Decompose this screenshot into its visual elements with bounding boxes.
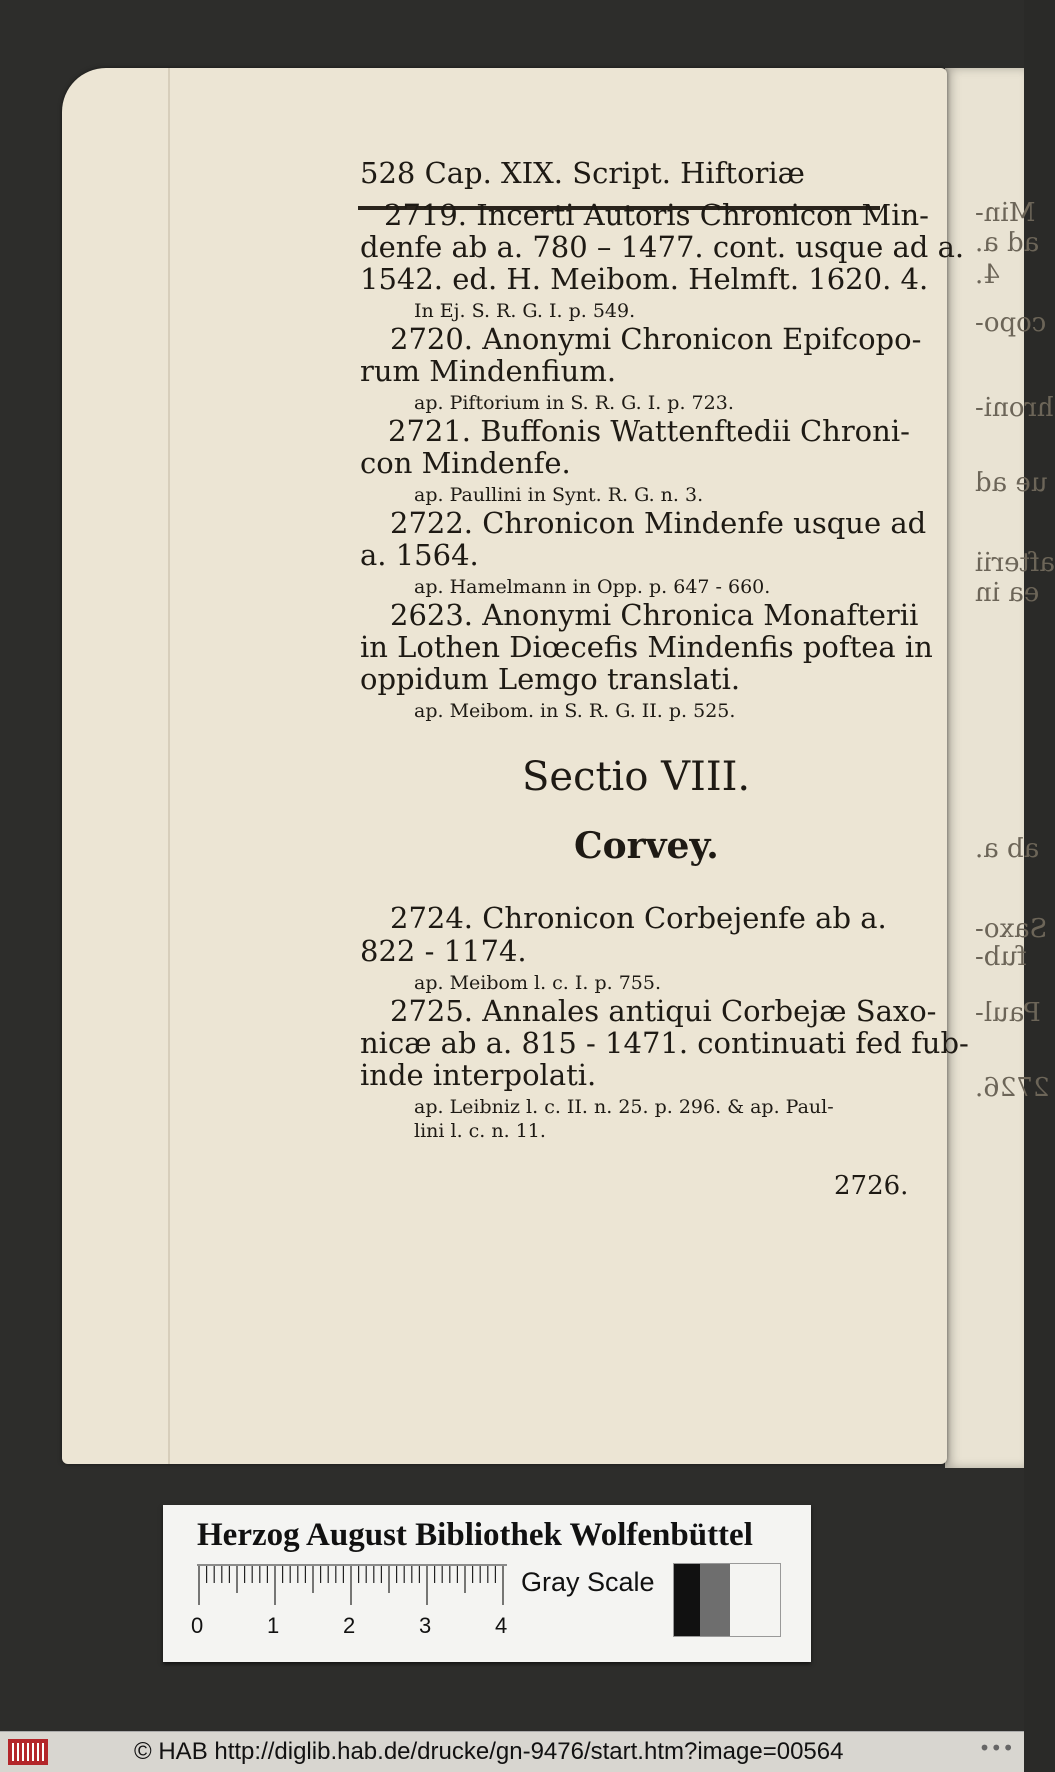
gray-scale-patches <box>673 1563 781 1637</box>
entry-line: denfe ab a. 780 – 1477. cont. usque ad a. <box>360 230 965 264</box>
gray-patch-mid <box>700 1564 730 1636</box>
entry-line: 2725. Annales antiqui Corbejæ Saxo- <box>390 994 937 1028</box>
scale-number: 1 <box>267 1613 280 1638</box>
entry-line: con Mindenfe. <box>360 446 571 480</box>
entry-line: a. 1564. <box>360 538 479 572</box>
section-subtitle: Corvey. <box>574 825 719 867</box>
next-page-fragment: Paul- <box>975 998 1041 1028</box>
section-title: Sectio VIII. <box>522 754 751 800</box>
catchword: 2726. <box>834 1171 909 1201</box>
next-page-fragment: Saxo- <box>975 914 1048 944</box>
next-page-fragment: ea in <box>975 578 1040 608</box>
entry-line: in Lothen Diœcefis Mindenfis poftea in <box>360 630 933 664</box>
entry-citation: ap. Meibom. in S. R. G. II. p. 525. <box>414 700 736 722</box>
next-page-fragment: ab a. <box>975 834 1040 864</box>
book-page <box>62 68 969 1464</box>
entry-line: 2722. Chronicon Mindenfe usque ad <box>390 506 927 540</box>
scale-number: 0 <box>191 1613 204 1638</box>
next-page-fragment: hroni- <box>975 393 1054 423</box>
entry-line: 2623. Anonymi Chronica Monafterii <box>390 598 919 632</box>
next-page-fragment: copo- <box>975 308 1047 338</box>
entry-line: 2720. Anonymi Chronicon Epifcopo- <box>390 322 922 356</box>
running-head: 528 Cap. XIX. Script. Hiftoriæ <box>360 156 805 190</box>
gray-patch-white <box>730 1564 780 1636</box>
hab-logo-icon <box>8 1739 48 1765</box>
card-title: Herzog August Bibliothek Wolfenbüttel <box>197 1517 753 1553</box>
entry-citation: ap. Paullini in Synt. R. G. n. 3. <box>414 484 704 506</box>
gray-patch-black <box>674 1564 700 1636</box>
entry-line: 822 - 1174. <box>360 934 527 968</box>
next-page-fragment: Min- <box>975 198 1036 228</box>
entry-line: inde interpolati. <box>360 1058 597 1092</box>
entry-line: 2724. Chronicon Corbejenfe ab a. <box>390 901 887 935</box>
scale-number: 2 <box>343 1613 356 1638</box>
entry-line: nicæ ab a. 815 - 1471. continuati fed fub- <box>360 1026 969 1060</box>
entry-line: 2719. Incerti Autoris Chronicon Min- <box>384 198 929 232</box>
entry-citation: In Ej. S. R. G. I. p. 549. <box>414 300 636 322</box>
scale-number: 3 <box>419 1613 432 1638</box>
entry-citation: ap. Piftorium in S. R. G. I. p. 723. <box>414 392 734 414</box>
next-page-edge <box>945 68 1055 1468</box>
next-page-fragment: afterii <box>975 548 1055 578</box>
entry-line: 2721. Buffonis Wattenftedii Chroni- <box>388 414 910 448</box>
next-page-fragment: ue ad <box>975 468 1048 498</box>
next-page-fragment: ad a. <box>975 228 1040 258</box>
viewer-footer <box>0 1731 1024 1772</box>
entry-citation: ap. Hamelmann in Opp. p. 647 - 660. <box>414 576 771 598</box>
footer-source-link[interactable]: © HAB http://diglib.hab.de/drucke/gn-9476/start.htm?image=00564 <box>134 1738 844 1765</box>
next-page-fragment: 4. <box>975 260 1000 290</box>
color-reference-card <box>163 1505 811 1662</box>
entry-citation: ap. Meibom l. c. I. p. 755. <box>414 972 662 994</box>
gray-scale-label: Gray Scale <box>521 1567 655 1597</box>
scale-number: 4 <box>495 1613 508 1638</box>
entry-line: 1542. ed. H. Meibom. Helmft. 1620. 4. <box>360 262 929 296</box>
entry-line: oppidum Lemgo translati. <box>360 662 741 696</box>
entry-citation: ap. Leibniz l. c. II. n. 25. p. 296. & ap. Paul- <box>414 1096 834 1118</box>
more-options-icon[interactable]: ••• <box>978 1736 1014 1760</box>
next-page-fragment: fub- <box>975 942 1027 972</box>
next-page-fragment: 2726. <box>975 1073 1050 1103</box>
entry-line: rum Mindenfium. <box>360 354 617 388</box>
entry-citation: lini l. c. n. 11. <box>414 1120 546 1142</box>
